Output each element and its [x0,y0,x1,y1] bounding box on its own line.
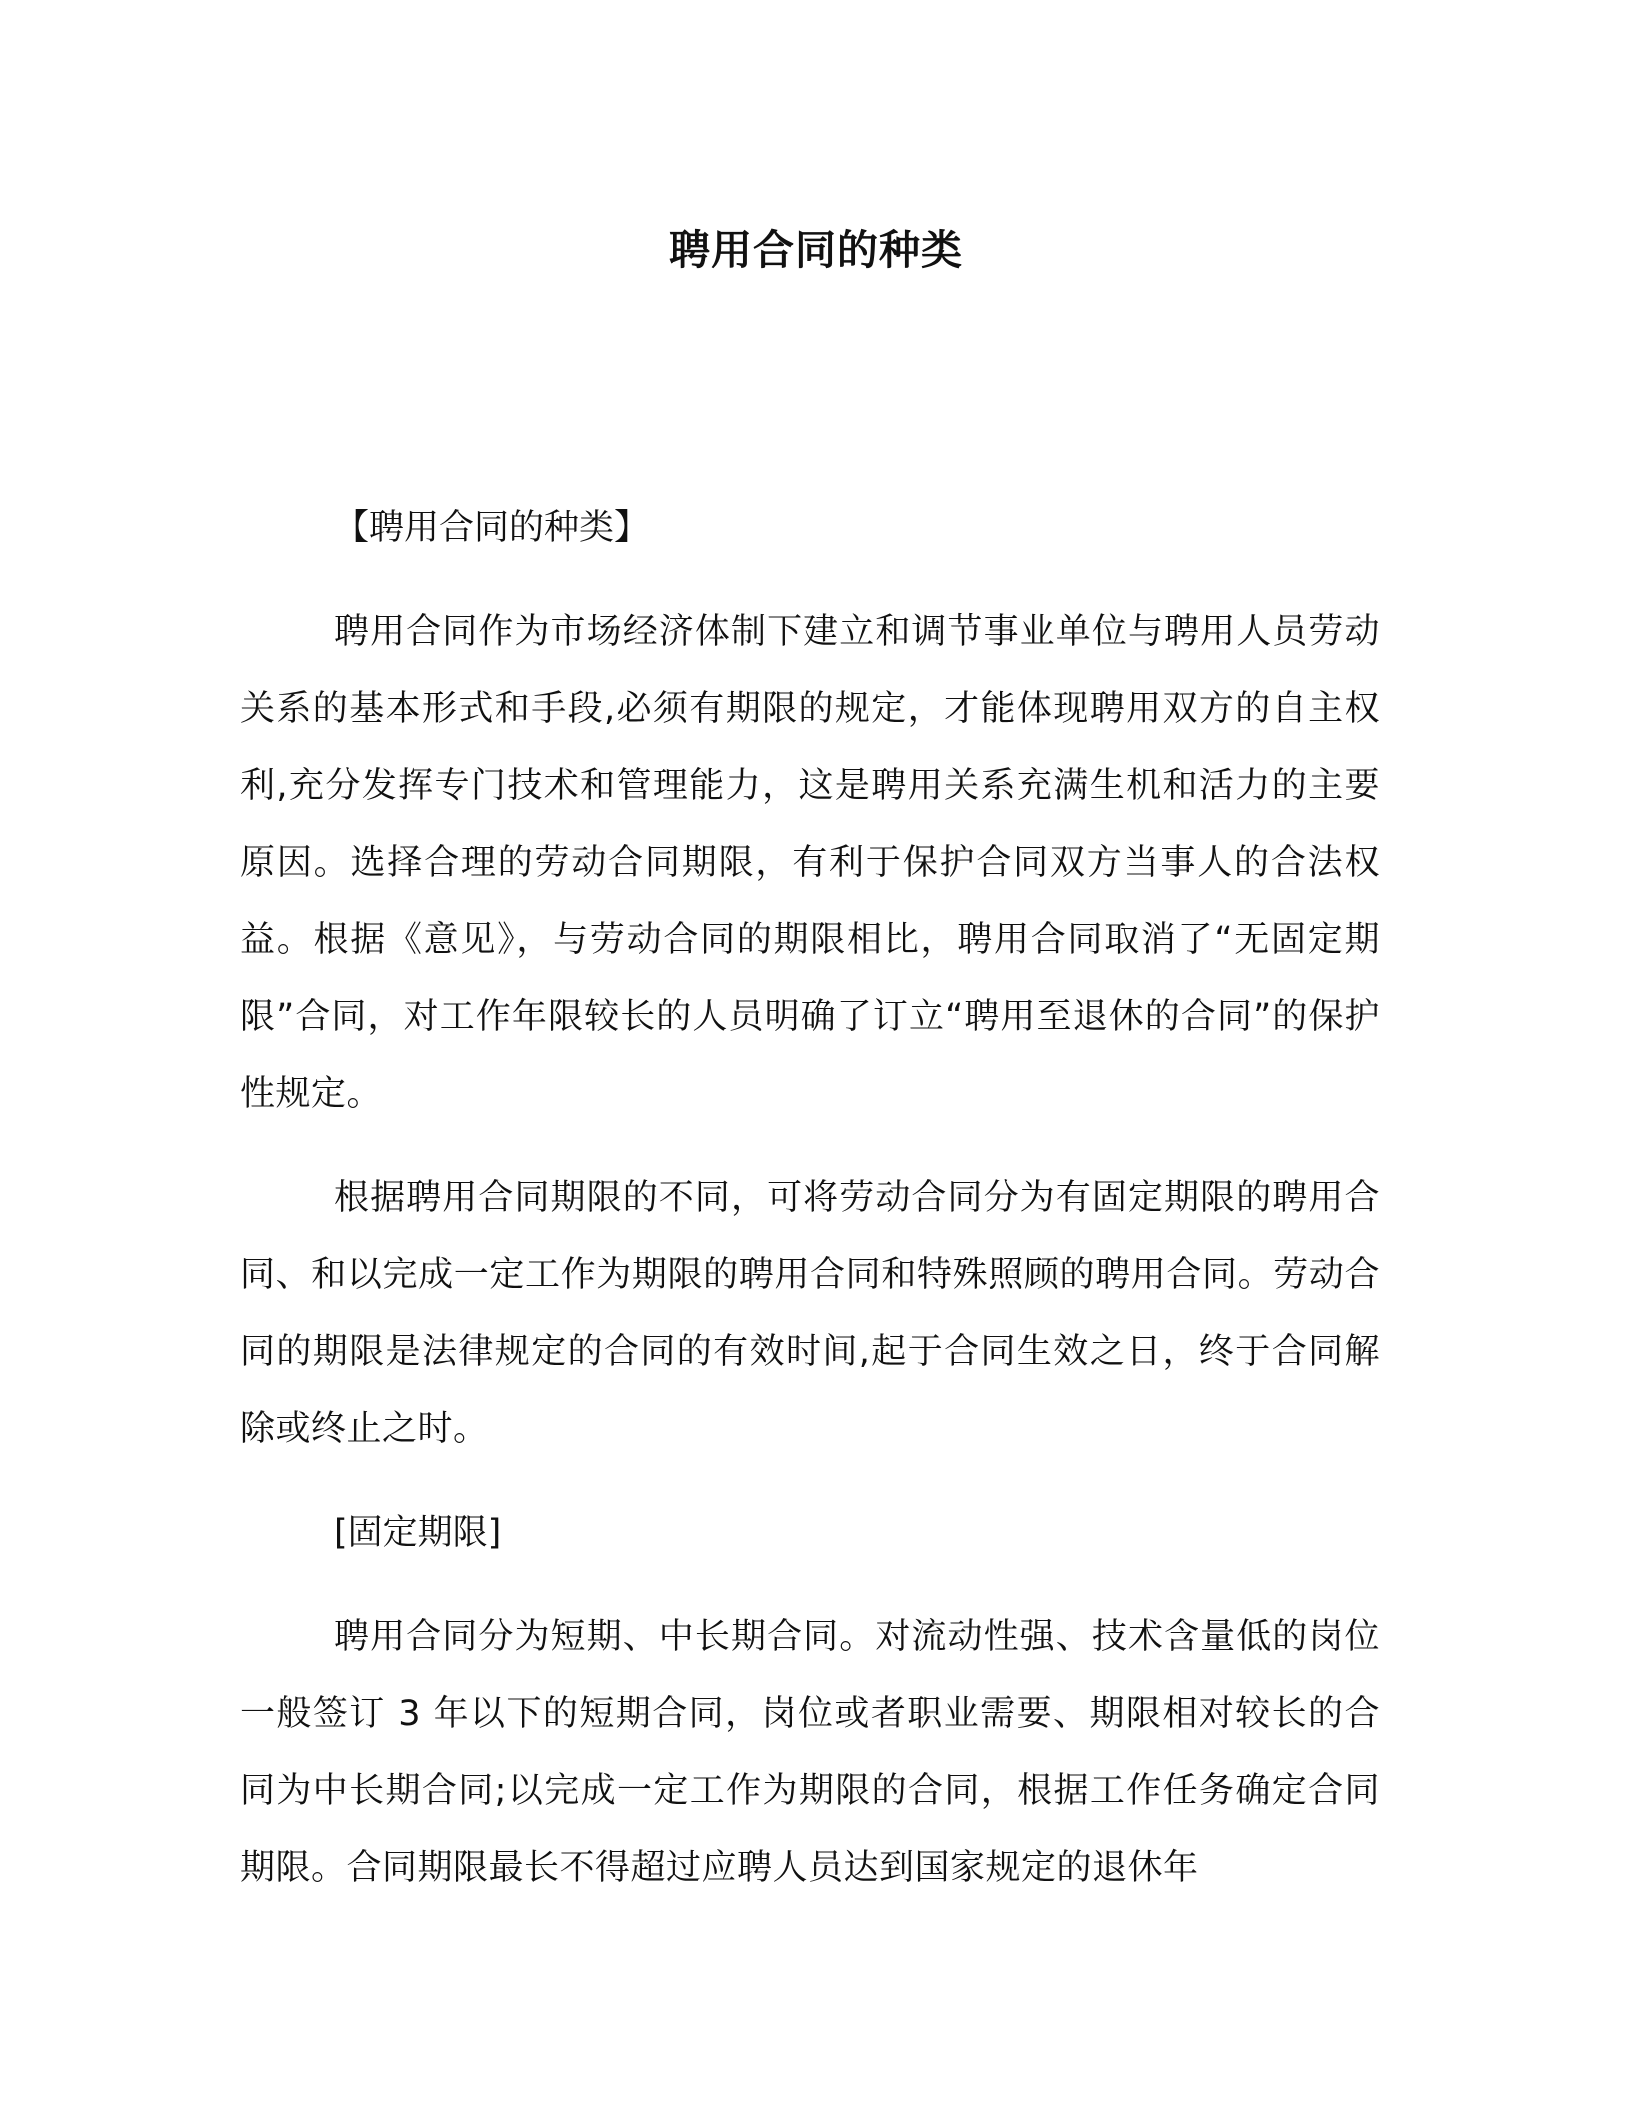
body-paragraph: 聘用合同作为市场经济体制下建立和调节事业单位与聘用人员劳动关系的基本形式和手段,必须有期限的规定，才能体现聘用双方的自主权利,充分发挥专门技术和管理能力，这是聘用关系充满生机和活力的主要原因。选择合理的劳动合同期限，有利于保护合同双方当事人的合法权益。根据《意见》，与劳动合同的期限相比，聘用合同取消了“无固定期限”合同，对工作年限较长的人员明确了订立“聘用至退休的合同”的保护性规定。 [240,612,1380,1114]
document-title: 聘用合同的种类 [669,226,963,274]
body-paragraph: 根据聘用合同期限的不同，可将劳动合同分为有固定期限的聘用合同、和以完成一定工作为期限的聘用合同和特殊照顾的聘用合同。劳动合同的期限是法律规定的合同的有效时间,起于合同生效之日，终于合同解除或终止之时。 [240,1178,1380,1449]
section-heading: [固定期限] [334,1513,502,1553]
body-paragraph: 聘用合同分为短期、中长期合同。对流动性强、技术含量低的岗位一般签订 3 年以下的短期合同，岗位或者职业需要、期限相对较长的合同为中长期合同;以完成一定工作为期限的合同，根据工作任务确定合同期限。合同期限最长不得超过应聘人员达到国家规定的退休年 [240,1617,1380,1888]
section-heading: 【聘用合同的种类】 [334,508,650,548]
document-body [240,490,1380,1907]
